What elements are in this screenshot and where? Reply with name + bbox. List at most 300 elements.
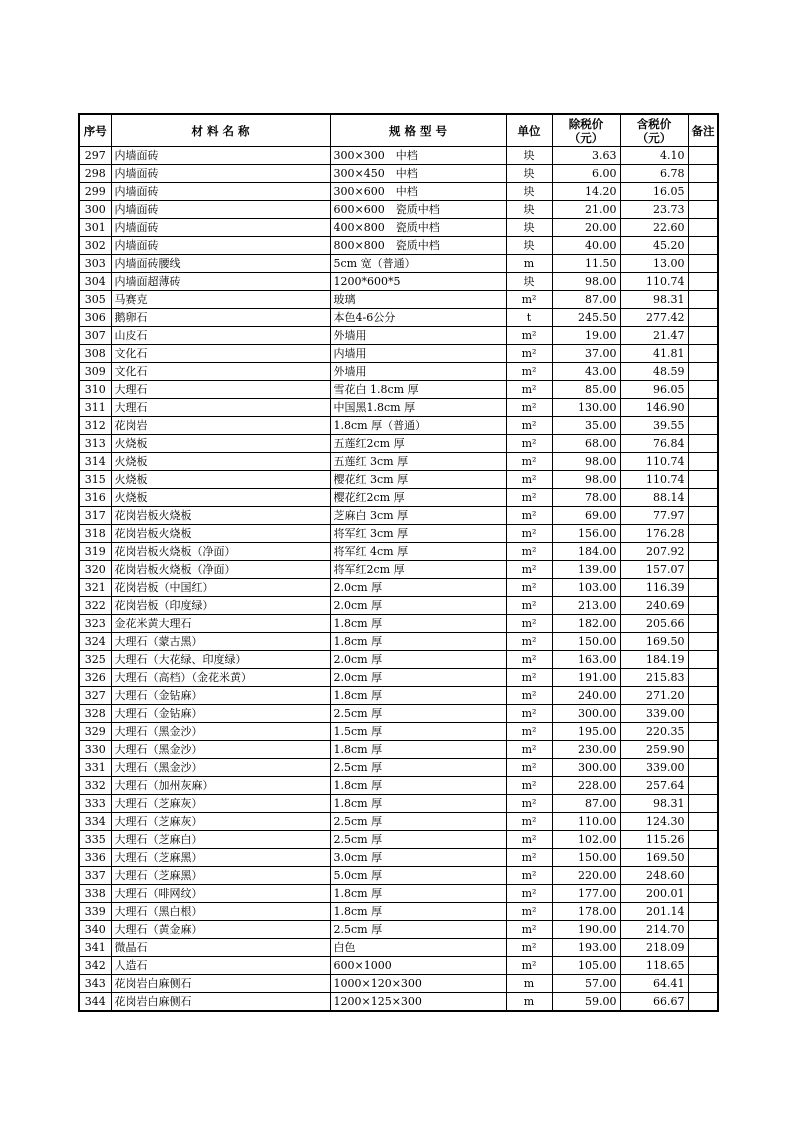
cell-price-incl-tax: 77.97	[620, 507, 688, 525]
cell-spec: 1.8cm 厚	[330, 687, 506, 705]
cell-price-excl-tax: 300.00	[552, 759, 620, 777]
cell-no: 310	[79, 381, 111, 399]
cell-note	[688, 633, 718, 651]
cell-price-incl-tax: 259.90	[620, 741, 688, 759]
cell-note	[688, 813, 718, 831]
cell-price-excl-tax: 195.00	[552, 723, 620, 741]
cell-price-incl-tax: 201.14	[620, 903, 688, 921]
cell-no: 301	[79, 219, 111, 237]
cell-price-excl-tax: 105.00	[552, 957, 620, 975]
cell-no: 338	[79, 885, 111, 903]
cell-price-excl-tax: 163.00	[552, 651, 620, 669]
cell-price-incl-tax: 23.73	[620, 201, 688, 219]
cell-spec: 樱花红 3cm 厚	[330, 471, 506, 489]
cell-price-incl-tax: 4.10	[620, 147, 688, 165]
cell-price-incl-tax: 21.47	[620, 327, 688, 345]
cell-price-excl-tax: 37.00	[552, 345, 620, 363]
cell-price-incl-tax: 218.09	[620, 939, 688, 957]
cell-material-name: 鹅卵石	[111, 309, 330, 327]
cell-note	[688, 453, 718, 471]
cell-spec: 600×1000	[330, 957, 506, 975]
table-row	[79, 309, 718, 327]
cell-price-incl-tax: 169.50	[620, 633, 688, 651]
cell-spec: 2.0cm 厚	[330, 651, 506, 669]
cell-spec: 1200×125×300	[330, 993, 506, 1012]
cell-price-incl-tax: 248.60	[620, 867, 688, 885]
cell-price-incl-tax: 98.31	[620, 795, 688, 813]
cell-spec: 外墙用	[330, 363, 506, 381]
cell-spec: 1.8cm 厚	[330, 903, 506, 921]
cell-unit: m²	[506, 669, 552, 687]
cell-material-name: 内墙面砖	[111, 147, 330, 165]
cell-no: 343	[79, 975, 111, 993]
cell-price-incl-tax: 205.66	[620, 615, 688, 633]
cell-price-excl-tax: 130.00	[552, 399, 620, 417]
cell-price-excl-tax: 20.00	[552, 219, 620, 237]
cell-price-excl-tax: 177.00	[552, 885, 620, 903]
cell-unit: m²	[506, 561, 552, 579]
cell-material-name: 大理石（金钻麻）	[111, 705, 330, 723]
cell-material-name: 微晶石	[111, 939, 330, 957]
cell-price-incl-tax: 96.05	[620, 381, 688, 399]
cell-spec: 2.0cm 厚	[330, 669, 506, 687]
cell-unit: m²	[506, 381, 552, 399]
cell-price-incl-tax: 110.74	[620, 471, 688, 489]
cell-spec: 雪花白 1.8cm 厚	[330, 381, 506, 399]
cell-note	[688, 489, 718, 507]
cell-price-excl-tax: 3.63	[552, 147, 620, 165]
table-row	[79, 831, 718, 849]
cell-unit: m²	[506, 723, 552, 741]
cell-spec: 将军红 4cm 厚	[330, 543, 506, 561]
cell-price-excl-tax: 85.00	[552, 381, 620, 399]
table-row	[79, 921, 718, 939]
table-row	[79, 723, 718, 741]
cell-material-name: 火烧板	[111, 489, 330, 507]
cell-note	[688, 705, 718, 723]
cell-note	[688, 435, 718, 453]
cell-unit: m²	[506, 885, 552, 903]
table-row	[79, 165, 718, 183]
cell-unit: 块	[506, 237, 552, 255]
header-price-excl-tax: 除税价（元）	[552, 114, 620, 147]
cell-no: 300	[79, 201, 111, 219]
table-row	[79, 237, 718, 255]
cell-spec: 芝麻白 3cm 厚	[330, 507, 506, 525]
cell-note	[688, 849, 718, 867]
cell-spec: 2.5cm 厚	[330, 831, 506, 849]
cell-unit: m²	[506, 759, 552, 777]
table-row	[79, 363, 718, 381]
cell-price-excl-tax: 19.00	[552, 327, 620, 345]
cell-note	[688, 417, 718, 435]
cell-note	[688, 201, 718, 219]
table-row	[79, 183, 718, 201]
cell-price-excl-tax: 40.00	[552, 237, 620, 255]
cell-unit: m²	[506, 489, 552, 507]
cell-price-incl-tax: 146.90	[620, 399, 688, 417]
cell-unit: m²	[506, 525, 552, 543]
cell-price-incl-tax: 271.20	[620, 687, 688, 705]
cell-material-name: 花岗岩板火烧板	[111, 525, 330, 543]
cell-material-name: 马赛克	[111, 291, 330, 309]
cell-price-excl-tax: 11.50	[552, 255, 620, 273]
table-row	[79, 291, 718, 309]
cell-price-excl-tax: 228.00	[552, 777, 620, 795]
cell-unit: m²	[506, 939, 552, 957]
cell-spec: 2.0cm 厚	[330, 597, 506, 615]
cell-no: 317	[79, 507, 111, 525]
cell-note	[688, 723, 718, 741]
table-row	[79, 669, 718, 687]
cell-price-incl-tax: 124.30	[620, 813, 688, 831]
header-note: 备注	[688, 114, 718, 147]
cell-price-incl-tax: 339.00	[620, 759, 688, 777]
cell-material-name: 大理石（黑金沙）	[111, 741, 330, 759]
cell-material-name: 大理石	[111, 399, 330, 417]
cell-note	[688, 183, 718, 201]
cell-note	[688, 795, 718, 813]
table-row	[79, 903, 718, 921]
cell-note	[688, 993, 718, 1012]
cell-price-incl-tax: 176.28	[620, 525, 688, 543]
cell-price-incl-tax: 41.81	[620, 345, 688, 363]
cell-price-excl-tax: 178.00	[552, 903, 620, 921]
cell-note	[688, 759, 718, 777]
cell-no: 299	[79, 183, 111, 201]
table-row	[79, 759, 718, 777]
cell-spec: 2.5cm 厚	[330, 813, 506, 831]
cell-material-name: 内墙面砖	[111, 165, 330, 183]
cell-material-name: 大理石（芝麻黑）	[111, 867, 330, 885]
cell-price-excl-tax: 245.50	[552, 309, 620, 327]
cell-material-name: 大理石（黑白根）	[111, 903, 330, 921]
cell-price-excl-tax: 190.00	[552, 921, 620, 939]
cell-spec: 1000×120×300	[330, 975, 506, 993]
cell-unit: m²	[506, 345, 552, 363]
cell-no: 325	[79, 651, 111, 669]
cell-price-incl-tax: 207.92	[620, 543, 688, 561]
cell-material-name: 花岗岩	[111, 417, 330, 435]
cell-material-name: 金花米黄大理石	[111, 615, 330, 633]
cell-material-name: 山皮石	[111, 327, 330, 345]
cell-price-excl-tax: 14.20	[552, 183, 620, 201]
cell-note	[688, 669, 718, 687]
cell-material-name: 花岗岩白麻侧石	[111, 993, 330, 1012]
cell-unit: 块	[506, 273, 552, 291]
cell-no: 329	[79, 723, 111, 741]
cell-note	[688, 831, 718, 849]
cell-price-excl-tax: 6.00	[552, 165, 620, 183]
cell-price-excl-tax: 69.00	[552, 507, 620, 525]
cell-no: 319	[79, 543, 111, 561]
cell-price-excl-tax: 102.00	[552, 831, 620, 849]
cell-material-name: 大理石（芝麻灰）	[111, 813, 330, 831]
cell-no: 318	[79, 525, 111, 543]
table-row	[79, 219, 718, 237]
cell-price-excl-tax: 98.00	[552, 471, 620, 489]
cell-price-excl-tax: 78.00	[552, 489, 620, 507]
cell-material-name: 花岗岩板火烧板（净面）	[111, 561, 330, 579]
cell-spec: 白色	[330, 939, 506, 957]
cell-no: 297	[79, 147, 111, 165]
cell-price-incl-tax: 200.01	[620, 885, 688, 903]
cell-price-excl-tax: 35.00	[552, 417, 620, 435]
cell-spec: 1200*600*5	[330, 273, 506, 291]
cell-price-incl-tax: 22.60	[620, 219, 688, 237]
header-no: 序号	[79, 114, 111, 147]
cell-spec: 1.8cm 厚	[330, 741, 506, 759]
cell-unit: m²	[506, 651, 552, 669]
table-row	[79, 885, 718, 903]
cell-note	[688, 399, 718, 417]
cell-material-name: 大理石（黄金麻）	[111, 921, 330, 939]
cell-price-incl-tax: 110.74	[620, 453, 688, 471]
cell-unit: m²	[506, 453, 552, 471]
cell-unit: m²	[506, 813, 552, 831]
cell-price-incl-tax: 13.00	[620, 255, 688, 273]
cell-no: 312	[79, 417, 111, 435]
cell-spec: 600×600 瓷质中档	[330, 201, 506, 219]
cell-no: 333	[79, 795, 111, 813]
table-row	[79, 525, 718, 543]
cell-spec: 1.8cm 厚	[330, 777, 506, 795]
cell-no: 331	[79, 759, 111, 777]
cell-unit: m²	[506, 903, 552, 921]
cell-spec: 800×800 瓷质中档	[330, 237, 506, 255]
cell-material-name: 花岗岩白麻侧石	[111, 975, 330, 993]
cell-spec: 玻璃	[330, 291, 506, 309]
table-row	[79, 741, 718, 759]
cell-spec: 3.0cm 厚	[330, 849, 506, 867]
cell-no: 337	[79, 867, 111, 885]
cell-price-excl-tax: 193.00	[552, 939, 620, 957]
cell-note	[688, 327, 718, 345]
cell-unit: m²	[506, 579, 552, 597]
header-spec: 规 格 型 号	[330, 114, 506, 147]
cell-unit: m	[506, 975, 552, 993]
cell-material-name: 大理石（黑金沙）	[111, 759, 330, 777]
cell-price-excl-tax: 21.00	[552, 201, 620, 219]
cell-unit: m²	[506, 363, 552, 381]
cell-spec: 1.8cm 厚	[330, 633, 506, 651]
cell-spec: 本色4-6公分	[330, 309, 506, 327]
cell-unit: m²	[506, 849, 552, 867]
cell-note	[688, 471, 718, 489]
cell-material-name: 大理石（加州灰麻）	[111, 777, 330, 795]
cell-price-incl-tax: 214.70	[620, 921, 688, 939]
cell-spec: 2.5cm 厚	[330, 759, 506, 777]
cell-material-name: 大理石（蒙古黑）	[111, 633, 330, 651]
cell-note	[688, 309, 718, 327]
cell-material-name: 火烧板	[111, 435, 330, 453]
cell-no: 311	[79, 399, 111, 417]
table-row	[79, 543, 718, 561]
cell-note	[688, 741, 718, 759]
cell-unit: m²	[506, 687, 552, 705]
cell-price-incl-tax: 6.78	[620, 165, 688, 183]
cell-spec: 300×600 中档	[330, 183, 506, 201]
cell-spec: 2.5cm 厚	[330, 921, 506, 939]
cell-price-excl-tax: 98.00	[552, 273, 620, 291]
cell-note	[688, 255, 718, 273]
cell-price-incl-tax: 215.83	[620, 669, 688, 687]
table-row	[79, 939, 718, 957]
cell-price-incl-tax: 45.20	[620, 237, 688, 255]
cell-no: 298	[79, 165, 111, 183]
cell-spec: 将军红2cm 厚	[330, 561, 506, 579]
cell-no: 322	[79, 597, 111, 615]
cell-spec: 五莲红 3cm 厚	[330, 453, 506, 471]
table-row	[79, 417, 718, 435]
table-row	[79, 507, 718, 525]
cell-spec: 5.0cm 厚	[330, 867, 506, 885]
table-row	[79, 867, 718, 885]
cell-material-name: 大理石（大花绿、印度绿）	[111, 651, 330, 669]
cell-price-excl-tax: 57.00	[552, 975, 620, 993]
cell-no: 307	[79, 327, 111, 345]
cell-unit: 块	[506, 201, 552, 219]
table-row	[79, 471, 718, 489]
table-row	[79, 345, 718, 363]
cell-no: 326	[79, 669, 111, 687]
cell-price-excl-tax: 156.00	[552, 525, 620, 543]
cell-material-name: 大理石（金钻麻）	[111, 687, 330, 705]
cell-no: 316	[79, 489, 111, 507]
cell-no: 327	[79, 687, 111, 705]
header-unit: 单位	[506, 114, 552, 147]
cell-material-name: 大理石	[111, 381, 330, 399]
table-row	[79, 849, 718, 867]
cell-spec: 1.8cm 厚	[330, 795, 506, 813]
cell-price-incl-tax: 184.19	[620, 651, 688, 669]
cell-note	[688, 543, 718, 561]
cell-no: 341	[79, 939, 111, 957]
cell-spec: 300×450 中档	[330, 165, 506, 183]
cell-unit: m²	[506, 741, 552, 759]
cell-price-incl-tax: 98.31	[620, 291, 688, 309]
cell-material-name: 花岗岩板（中国红）	[111, 579, 330, 597]
cell-note	[688, 651, 718, 669]
cell-unit: m²	[506, 327, 552, 345]
cell-unit: m²	[506, 777, 552, 795]
cell-unit: m²	[506, 867, 552, 885]
table-row	[79, 597, 718, 615]
cell-unit: t	[506, 309, 552, 327]
table-row	[79, 327, 718, 345]
cell-unit: m²	[506, 291, 552, 309]
cell-unit: m²	[506, 615, 552, 633]
cell-unit: m²	[506, 399, 552, 417]
cell-note	[688, 903, 718, 921]
cell-material-name: 大理石（啡网纹）	[111, 885, 330, 903]
cell-unit: m²	[506, 921, 552, 939]
cell-no: 320	[79, 561, 111, 579]
cell-note	[688, 525, 718, 543]
cell-price-incl-tax: 115.26	[620, 831, 688, 849]
cell-spec: 将军红 3cm 厚	[330, 525, 506, 543]
cell-spec: 2.0cm 厚	[330, 579, 506, 597]
cell-price-incl-tax: 66.67	[620, 993, 688, 1012]
table-row	[79, 579, 718, 597]
table-row	[79, 381, 718, 399]
table-row	[79, 489, 718, 507]
cell-price-excl-tax: 68.00	[552, 435, 620, 453]
cell-no: 344	[79, 993, 111, 1012]
cell-price-incl-tax: 169.50	[620, 849, 688, 867]
cell-unit: m²	[506, 543, 552, 561]
cell-price-incl-tax: 110.74	[620, 273, 688, 291]
cell-no: 308	[79, 345, 111, 363]
cell-spec: 五莲红2cm 厚	[330, 435, 506, 453]
cell-price-incl-tax: 76.84	[620, 435, 688, 453]
cell-price-incl-tax: 116.39	[620, 579, 688, 597]
cell-price-excl-tax: 139.00	[552, 561, 620, 579]
cell-note	[688, 561, 718, 579]
cell-note	[688, 597, 718, 615]
cell-no: 324	[79, 633, 111, 651]
cell-spec: 5cm 宽（普通）	[330, 255, 506, 273]
cell-material-name: 花岗岩板（印度绿）	[111, 597, 330, 615]
table-header-row	[79, 114, 718, 147]
cell-no: 303	[79, 255, 111, 273]
cell-material-name: 内墙面超薄砖	[111, 273, 330, 291]
cell-unit: m²	[506, 633, 552, 651]
cell-no: 328	[79, 705, 111, 723]
cell-material-name: 内墙面砖	[111, 201, 330, 219]
cell-price-excl-tax: 240.00	[552, 687, 620, 705]
cell-material-name: 火烧板	[111, 453, 330, 471]
cell-note	[688, 147, 718, 165]
cell-spec: 内墙用	[330, 345, 506, 363]
cell-price-incl-tax: 220.35	[620, 723, 688, 741]
cell-no: 336	[79, 849, 111, 867]
cell-price-excl-tax: 150.00	[552, 633, 620, 651]
cell-price-excl-tax: 87.00	[552, 795, 620, 813]
cell-unit: m²	[506, 417, 552, 435]
cell-note	[688, 237, 718, 255]
cell-price-incl-tax: 88.14	[620, 489, 688, 507]
cell-price-excl-tax: 220.00	[552, 867, 620, 885]
cell-material-name: 大理石（芝麻黑）	[111, 849, 330, 867]
cell-spec: 300×300 中档	[330, 147, 506, 165]
table-row	[79, 255, 718, 273]
cell-spec: 外墙用	[330, 327, 506, 345]
cell-unit: 块	[506, 219, 552, 237]
cell-no: 339	[79, 903, 111, 921]
cell-price-incl-tax: 277.42	[620, 309, 688, 327]
cell-note	[688, 975, 718, 993]
cell-note	[688, 165, 718, 183]
cell-price-excl-tax: 98.00	[552, 453, 620, 471]
cell-material-name: 文化石	[111, 363, 330, 381]
cell-note	[688, 507, 718, 525]
cell-no: 321	[79, 579, 111, 597]
cell-spec: 400×800 瓷质中档	[330, 219, 506, 237]
cell-price-excl-tax: 191.00	[552, 669, 620, 687]
table-row	[79, 561, 718, 579]
cell-no: 306	[79, 309, 111, 327]
table-row	[79, 147, 718, 165]
table-row	[79, 615, 718, 633]
cell-note	[688, 615, 718, 633]
cell-note	[688, 867, 718, 885]
cell-price-excl-tax: 103.00	[552, 579, 620, 597]
table-row	[79, 705, 718, 723]
cell-note	[688, 363, 718, 381]
cell-unit: m²	[506, 957, 552, 975]
cell-material-name: 花岗岩板火烧板	[111, 507, 330, 525]
